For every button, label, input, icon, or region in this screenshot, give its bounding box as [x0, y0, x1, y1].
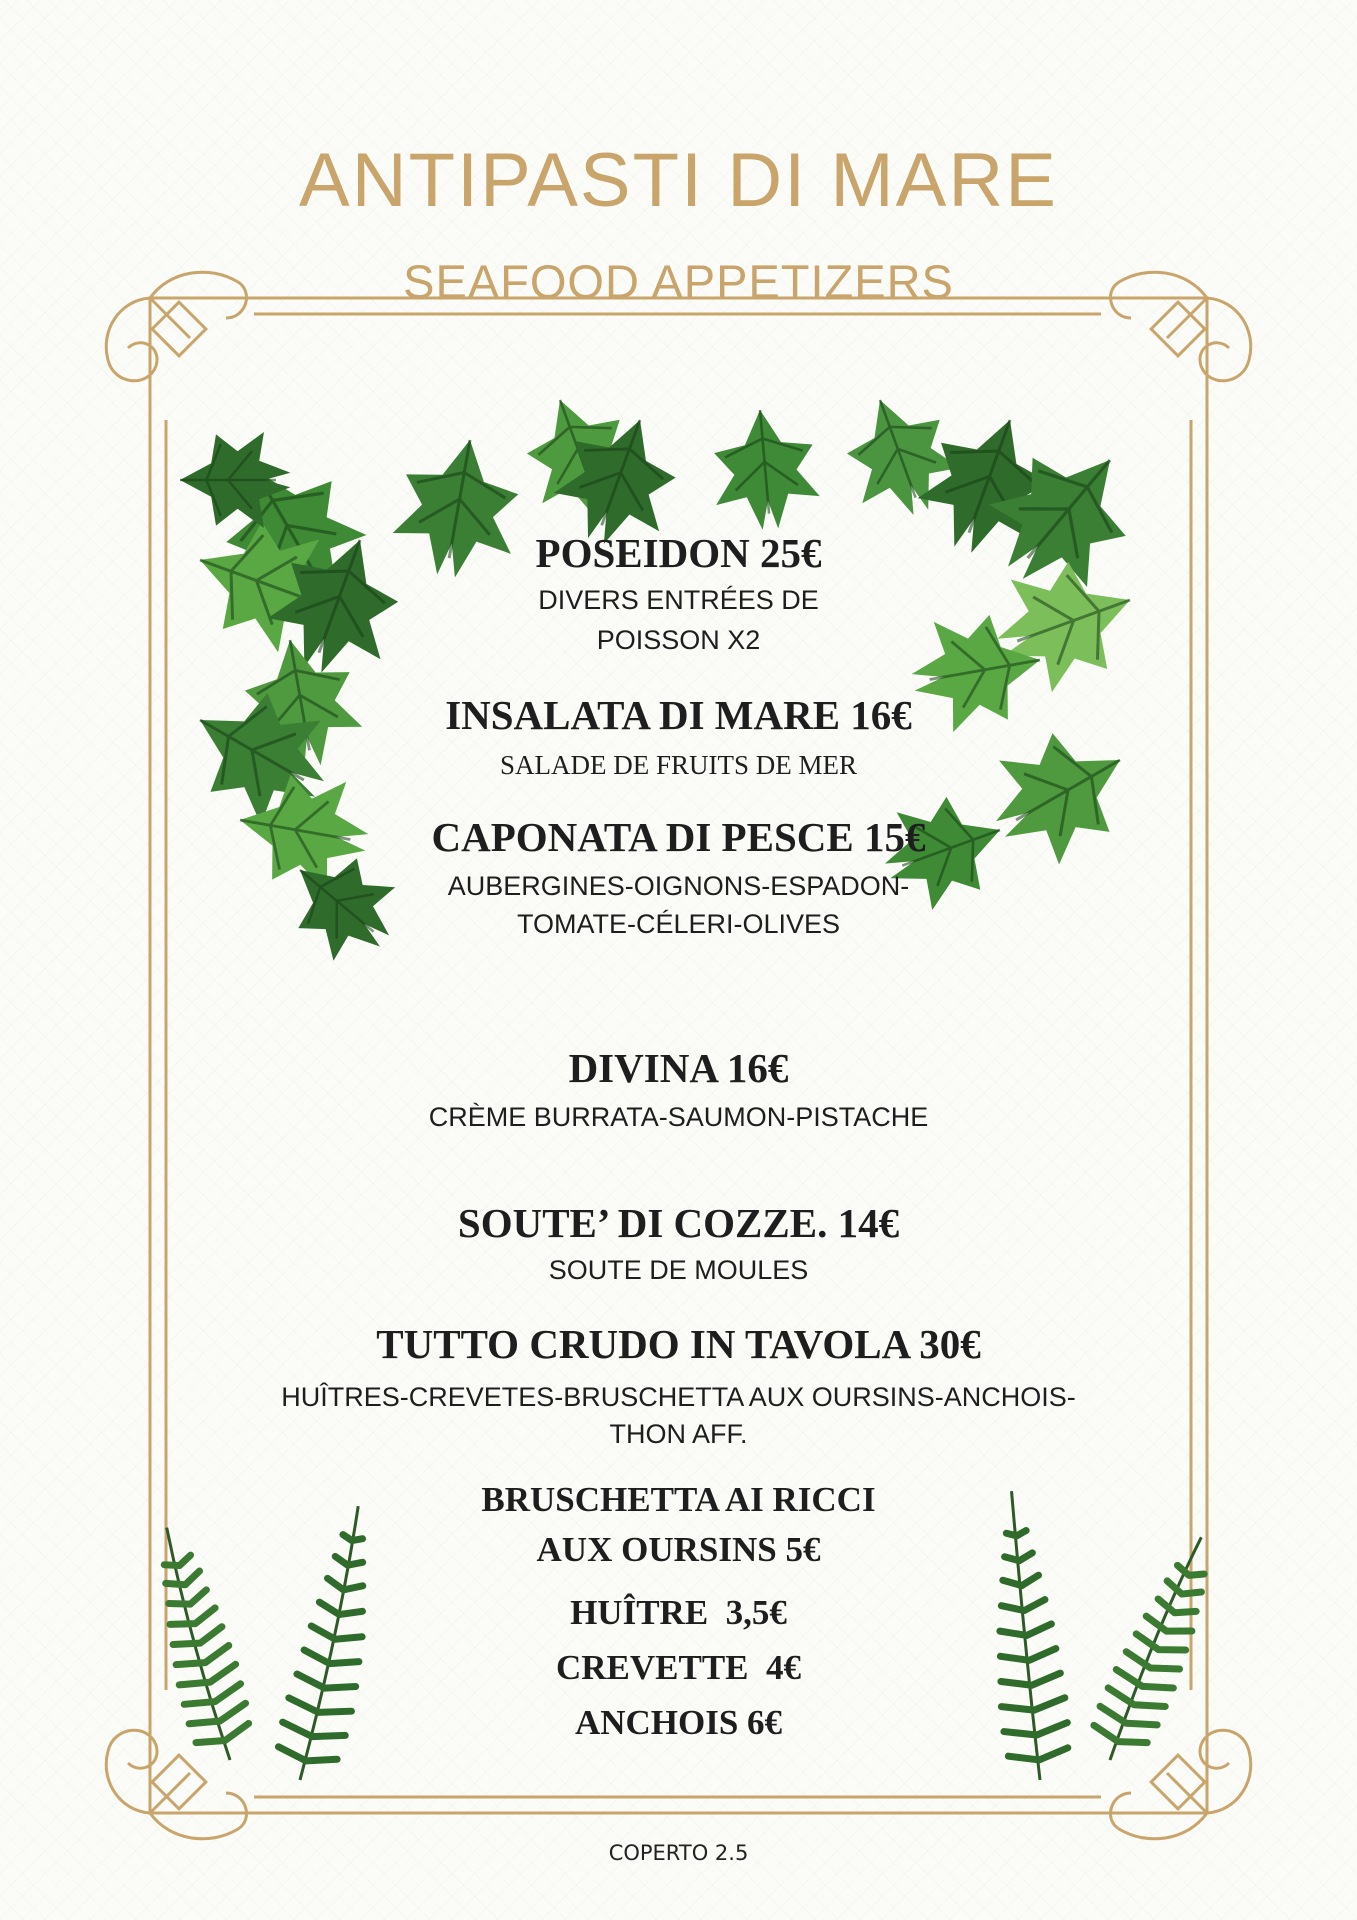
- menu-item-tutto-crudo-desc-line2: THON AFF.: [609, 1419, 748, 1449]
- menu-item-soute: SOUTE’ DI COZZE. 14€: [457, 1200, 900, 1246]
- menu-item-crevette: CREVETTE 4€: [555, 1648, 802, 1687]
- menu-item-insalata-desc: SALADE DE FRUITS DE MER: [499, 750, 857, 780]
- menu-item-insalata: INSALATA DI MARE 16€: [445, 692, 912, 738]
- menu-item-bruschetta-line1: BRUSCHETTA AI RICCI: [481, 1480, 876, 1519]
- menu-item-divina-desc: CRÈME BURRATA-SAUMON-PISTACHE: [428, 1102, 929, 1132]
- menu-item-tutto-crudo-desc-line1: HUÎTRES-CREVETES-BRUSCHETTA AUX OURSINS-ANCHOIS-: [281, 1382, 1076, 1412]
- menu-item-poseidon-desc-line2: POISSON X2: [596, 625, 761, 655]
- menu-item-caponata: CAPONATA DI PESCE 15€: [431, 814, 926, 860]
- page-subtitle: SEAFOOD APPETIZERS: [403, 255, 954, 308]
- menu-item-tutto-crudo: TUTTO CRUDO IN TAVOLA 30€: [376, 1321, 981, 1367]
- menu-item-anchois: ANCHOIS 6€: [574, 1703, 783, 1742]
- menu-item-poseidon: POSEIDON 25€: [535, 530, 822, 576]
- menu-item-caponata-desc-line2: TOMATE-CÉLERI-OLIVES: [516, 909, 841, 939]
- menu-item-soute-desc: SOUTE DE MOULES: [548, 1255, 809, 1285]
- cover-charge: COPERTO 2.5: [608, 1841, 749, 1865]
- menu-item-huitre: HUÎTRE 3,5€: [570, 1593, 787, 1632]
- page-title: ANTIPASTI DI MARE: [299, 138, 1058, 223]
- menu-item-poseidon-desc-line1: DIVERS ENTRÉES DE: [538, 585, 819, 615]
- menu-item-bruschetta-line2: AUX OURSINS 5€: [536, 1530, 821, 1569]
- menu-item-caponata-desc-line1: AUBERGINES-OIGNONS-ESPADON-: [447, 871, 910, 901]
- menu-item-divina: DIVINA 16€: [568, 1045, 789, 1091]
